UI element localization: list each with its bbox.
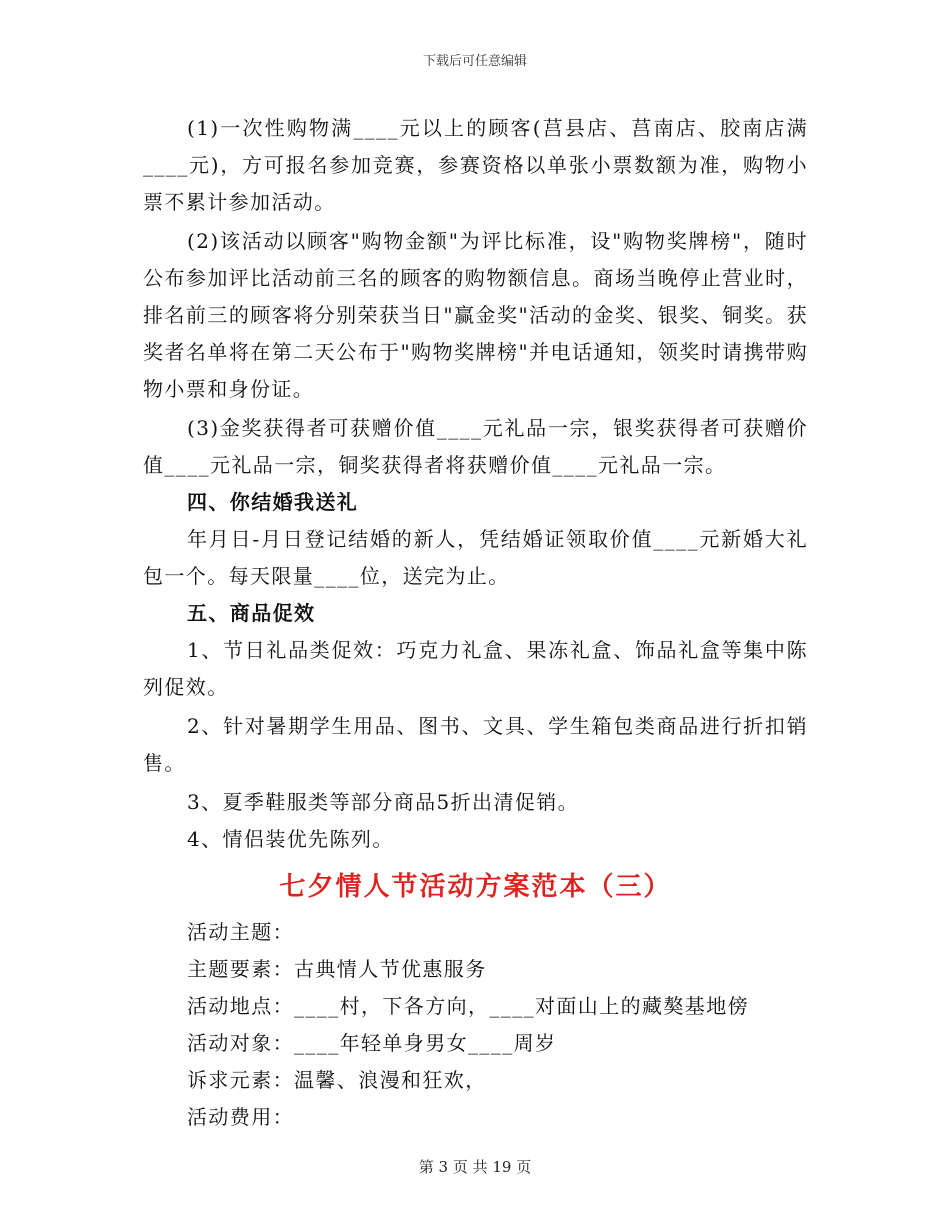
paragraph-5: 1、节日礼品类促效：巧克力礼盒、果冻礼盒、饰品礼盒等集中陈列促效。 <box>143 638 808 699</box>
item-theme: 活动主题： <box>187 920 294 944</box>
paragraph-1: (1)一次性购物满____元以上的顾客(莒县店、莒南店、胶南店满____元)，方可报名参加竞赛，参赛资格以单张小票数额为准，购物小票不累计参加活动。 <box>143 116 808 214</box>
item-audience: 活动对象：____年轻单身男女____周岁 <box>187 1031 557 1055</box>
section-heading-5: 五、商品促效 <box>187 601 316 625</box>
paragraph-4: 年月日-月日登记结婚的新人，凭结婚证领取价值____元新婚大礼包一个。每天限量____位，送完为止。 <box>143 527 808 588</box>
item-appeal: 诉求元素：温馨、浪漫和狂欢， <box>187 1068 487 1092</box>
paragraph-7: 3、夏季鞋服类等部分商品5折出清促销。 <box>187 790 580 814</box>
item-theme-elements: 主题要素：古典情人节优惠服务 <box>187 957 487 981</box>
page-header: 下载后可任意编辑 <box>422 54 527 69</box>
paragraph-3: (3)金奖获得者可获赠价值____元礼品一宗，银奖获得者可获赠价值____元礼品一宗，铜奖获得者将获赠价值____元礼品一宗。 <box>143 416 808 477</box>
paragraph-8: 4、情侣装优先陈列。 <box>187 827 394 851</box>
item-location: 活动地点：____村，下各方向，____对面山上的藏獒基地傍 <box>187 994 749 1018</box>
section-heading-4: 四、你结婚我送礼 <box>187 490 359 514</box>
item-cost: 活动费用： <box>187 1105 294 1129</box>
paragraph-6: 2、针对暑期学生用品、图书、文具、学生箱包类商品进行折扣销售。 <box>143 714 808 775</box>
section-title: 七夕情人节活动方案范本（三） <box>279 872 672 902</box>
page-footer: 第 3 页 共 19 页 <box>418 1158 532 1176</box>
paragraph-2: (2)该活动以顾客"购物金额"为评比标准，设"购物奖牌榜"，随时公布参加评比活动前三名的顾客的购物额信息。商场当晚停止营业时，排名前三的顾客将分别荣获当日"赢金奖"活动的金奖、银奖、铜奖。获奖者名单将在第二天公布于"购物奖牌榜"并电话通知，领奖时请携带购物小票和身份证。 <box>143 229 808 401</box>
document-body <box>143 110 808 1136</box>
